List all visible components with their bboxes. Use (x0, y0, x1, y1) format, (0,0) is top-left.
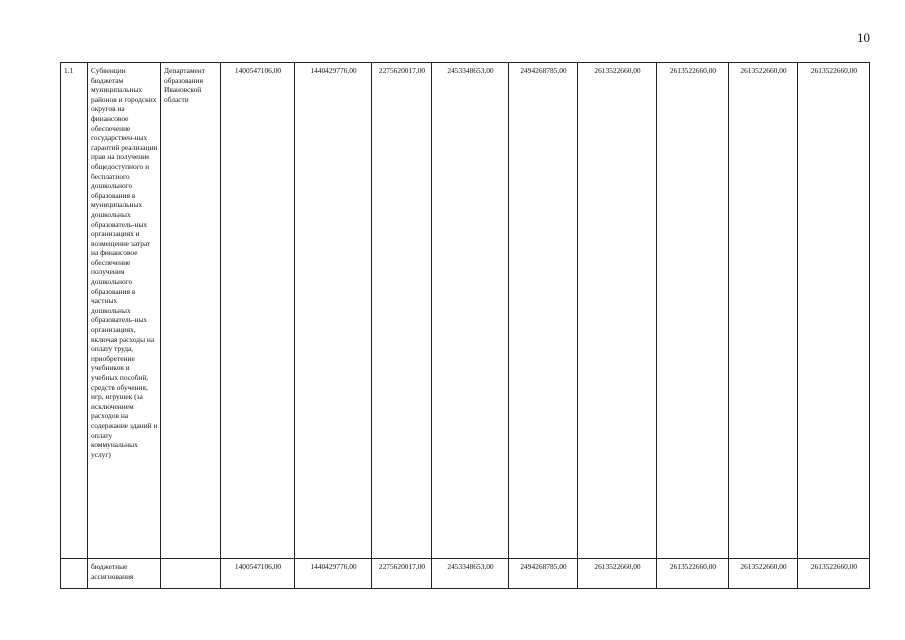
value-cell: 2275620017,00 (372, 559, 432, 589)
value-cell: 2613522660,00 (798, 63, 870, 559)
row-executor-cell: Департамент образования Ивановской области (161, 63, 221, 559)
value-cell: 2613522660,00 (657, 63, 729, 559)
value-cell: 2453348653,00 (432, 63, 509, 559)
value-cell: 2453348653,00 (432, 559, 509, 589)
value-cell: 1440429776,00 (295, 63, 372, 559)
value-cell: 2613522660,00 (729, 559, 798, 589)
row-executor-cell (161, 559, 221, 589)
row-index-cell (61, 559, 88, 589)
page-number: 10 (857, 30, 870, 45)
value-cell: 2613522660,00 (798, 559, 870, 589)
row-index-cell: 1.1 (61, 63, 88, 559)
row-description-cell: Субвенции бюджетам муниципальных районов и городских округов на финансовое обеспечение государствен-ных гарантий реализации прав на получение общедоступного и бесплатного дошкольного образования в муниципальных дошкольных образователь-ных организациях и возмещение затрат на финансовое обеспечение получения дошкольного образования в частных дошкольных образователь-ных организациях, включая расходы на оплату труда, приобретение учебников и учебных пособий, средств обучения, игр, игрушек (за исключением расходов на содержание зданий и оплату коммунальных услуг) (88, 63, 161, 559)
value-cell: 2494268785,00 (509, 559, 578, 589)
value-cell: 2613522660,00 (578, 63, 657, 559)
value-cell: 1400547106,00 (221, 559, 295, 589)
value-cell: 2613522660,00 (578, 559, 657, 589)
value-cell: 1400547106,00 (221, 63, 295, 559)
table-row (61, 559, 870, 589)
budget-table (60, 62, 870, 589)
value-cell: 1440429776,00 (295, 559, 372, 589)
value-cell: 2494268785,00 (509, 63, 578, 559)
value-cell: 2613522660,00 (657, 559, 729, 589)
row-description-cell: бюджетные ассигнования (88, 559, 161, 589)
table-row (61, 63, 870, 559)
value-cell: 2613522660,00 (729, 63, 798, 559)
value-cell: 2275620017,00 (372, 63, 432, 559)
